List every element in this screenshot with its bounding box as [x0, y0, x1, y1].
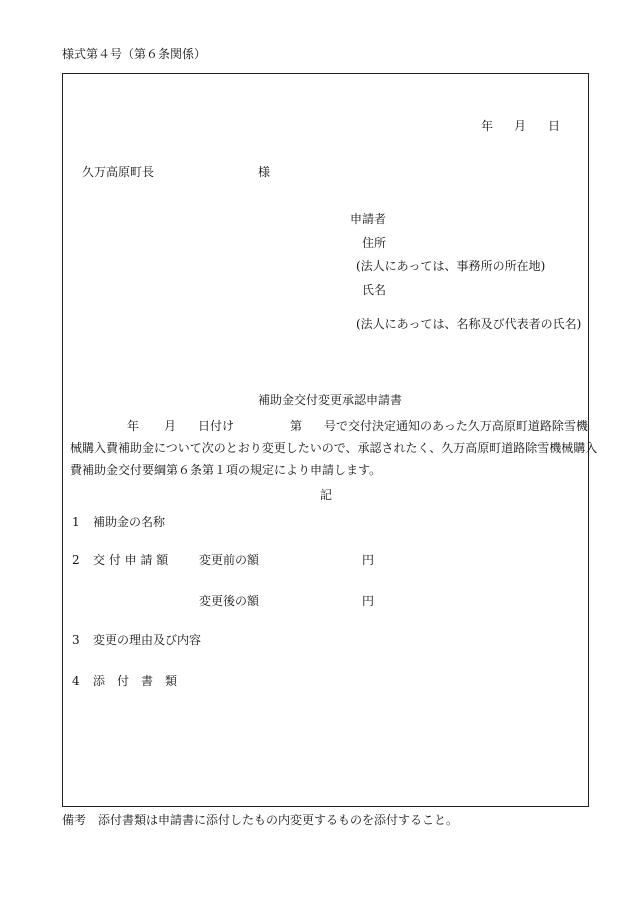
body-number-prefix: 第 — [290, 419, 303, 433]
item-4-number: 4 — [72, 674, 80, 688]
body-line2: 械購入費補助金について次のとおり変更したいので、承認されたく、久万高原町道路除雪機械購入 — [70, 441, 598, 455]
body-line1-rest: 号で交付決定通知のあった久万高原町道路除雪機 — [324, 419, 588, 433]
item-2-after-label: 変更後の額 — [199, 594, 260, 608]
applicant-address-note: (法人にあっては、事務所の所在地) — [356, 259, 546, 273]
addressee-name: 久万高原町長 — [82, 165, 155, 179]
ki-marker: 記 — [320, 488, 333, 502]
item-3-label: 変更の理由及び内容 — [93, 633, 202, 647]
item-2-before-unit: 円 — [362, 553, 375, 567]
item-1-number: 1 — [72, 515, 80, 529]
item-4-label: 添 付 書 類 — [93, 674, 178, 688]
body-line3: 費補助金交付要綱第６条第１項の規定により申請します。 — [70, 463, 382, 477]
remark-note: 備考 添付書類は申請書に添付したもの内変更するものを添付すること。 — [62, 813, 459, 827]
body-year: 年 — [127, 419, 140, 433]
addressee-honorific: 様 — [258, 165, 271, 179]
applicant-name-note: (法人にあっては、名称及び代表者の氏名) — [356, 317, 582, 331]
date-month: 月 — [514, 119, 527, 133]
body-day: 日付け — [198, 419, 235, 433]
item-3-number: 3 — [72, 633, 80, 647]
item-1-label: 補助金の名称 — [93, 515, 166, 529]
item-2-number: 2 — [72, 553, 80, 567]
item-2-label: 交 付 申 請 額 — [93, 553, 169, 567]
item-2-after-unit: 円 — [362, 594, 375, 608]
applicant-heading: 申請者 — [350, 212, 387, 226]
document-title: 補助金交付変更承認申請書 — [258, 393, 403, 407]
body-month: 月 — [164, 419, 177, 433]
applicant-address-label: 住所 — [362, 236, 387, 250]
form-number-label: 様式第４号（第６条関係） — [62, 47, 207, 61]
item-2-before-label: 変更前の額 — [199, 553, 260, 567]
date-year: 年 — [481, 119, 494, 133]
applicant-name-label: 氏名 — [362, 283, 387, 297]
date-day: 日 — [548, 119, 561, 133]
